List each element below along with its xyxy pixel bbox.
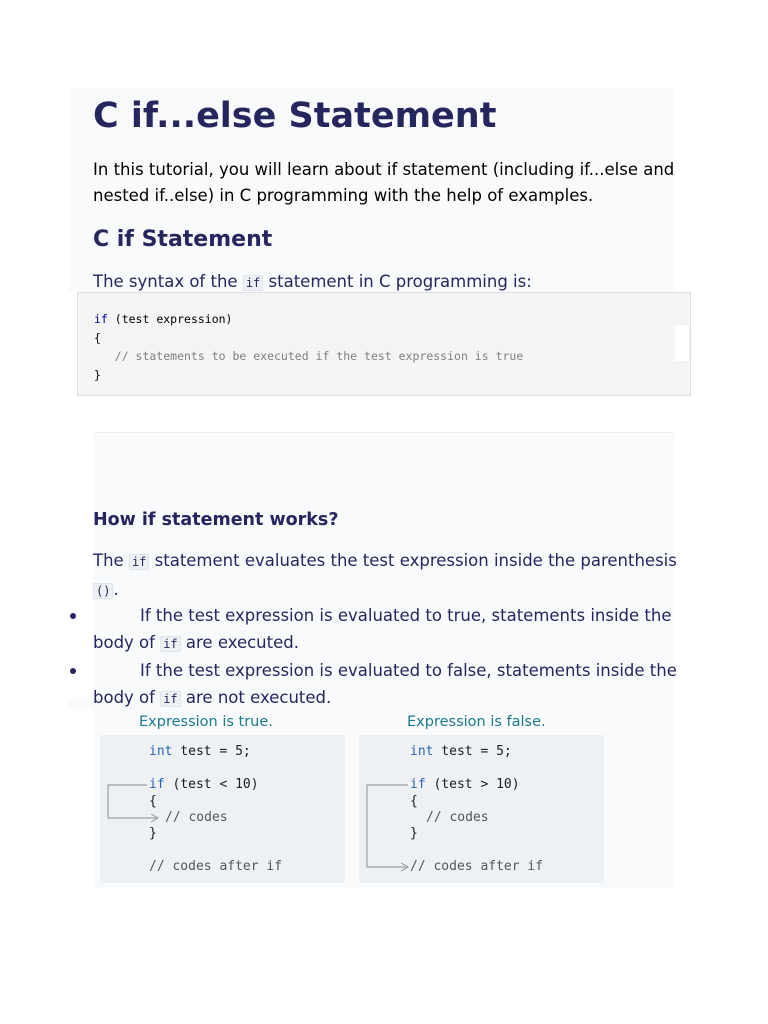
inline-code-if: if bbox=[129, 554, 149, 570]
figure-line-open: { bbox=[410, 794, 418, 809]
code-keyword-if: if bbox=[94, 312, 108, 326]
syntax-text-before: The syntax of the bbox=[93, 272, 243, 291]
how-text-3: . bbox=[113, 580, 119, 599]
figure-line-close: } bbox=[149, 826, 157, 841]
figure-line-body: // codes bbox=[426, 810, 489, 825]
code-block-edge bbox=[675, 325, 689, 361]
bullet-marker bbox=[70, 668, 76, 674]
figure-keyword: int bbox=[410, 744, 434, 759]
figure-line-body: // codes bbox=[165, 810, 228, 825]
bullet-item-false bbox=[93, 657, 678, 713]
section-heading: C if Statement bbox=[93, 227, 273, 252]
figure-keyword: if bbox=[410, 777, 426, 792]
inline-code-paren: () bbox=[93, 583, 113, 599]
figure-line-after: // codes after if bbox=[410, 859, 544, 874]
figure-keyword: int bbox=[149, 744, 173, 759]
figure-expression-false bbox=[359, 707, 604, 883]
how-text-1: The bbox=[93, 551, 129, 570]
bullet-marker bbox=[70, 613, 76, 619]
bullet-text: If the test expression is evaluated to true, statements inside the body of bbox=[93, 606, 672, 652]
inline-code-if: if bbox=[160, 636, 180, 652]
how-text-2: statement evaluates the test expression inside the parenthesis bbox=[149, 551, 677, 570]
figure-line-after: // codes after if bbox=[149, 859, 283, 874]
code-line-1: (test expression) bbox=[107, 312, 233, 326]
page-title: C if...else Statement bbox=[93, 96, 497, 136]
how-heading: How if statement works? bbox=[93, 510, 339, 530]
figure-line-open: { bbox=[149, 794, 157, 809]
bullet-text-end: are executed. bbox=[180, 633, 299, 652]
figure-caption: Expression is false. bbox=[407, 714, 546, 730]
figure-decl-text: test = 5; bbox=[172, 744, 251, 759]
bullet-text-end: are not executed. bbox=[180, 688, 332, 707]
figure-line-close: } bbox=[410, 826, 418, 841]
figure-expression-true bbox=[100, 707, 345, 883]
syntax-text-after: statement in C programming is: bbox=[263, 272, 532, 291]
intro-paragraph: In this tutorial, you will learn about if statement (including if...else and nested if..else) in C programming with the help of examples. bbox=[93, 160, 675, 205]
flow-arrow-icon bbox=[100, 707, 345, 883]
figure-cond-text: (test > 10) bbox=[425, 777, 520, 792]
code-block[interactable] bbox=[77, 292, 691, 396]
figure-cond-text: (test < 10) bbox=[164, 777, 259, 792]
figure-decl-text: test = 5; bbox=[433, 744, 512, 759]
bullet-item-true bbox=[93, 602, 678, 658]
code-line-2: { bbox=[94, 330, 101, 345]
inline-code-if: if bbox=[160, 691, 180, 707]
code-content bbox=[94, 310, 523, 384]
code-line-4: } bbox=[94, 367, 101, 382]
figure-caption: Expression is true. bbox=[139, 714, 273, 730]
code-line-3-comment: // statements to be executed if the test expression is true bbox=[94, 349, 524, 363]
bullet-text: If the test expression is evaluated to false, statements inside the body of bbox=[93, 661, 677, 707]
inline-code-if: if bbox=[243, 275, 263, 291]
how-paragraph bbox=[93, 547, 678, 605]
figure-keyword: if bbox=[149, 777, 165, 792]
flow-arrow-icon bbox=[359, 707, 604, 883]
